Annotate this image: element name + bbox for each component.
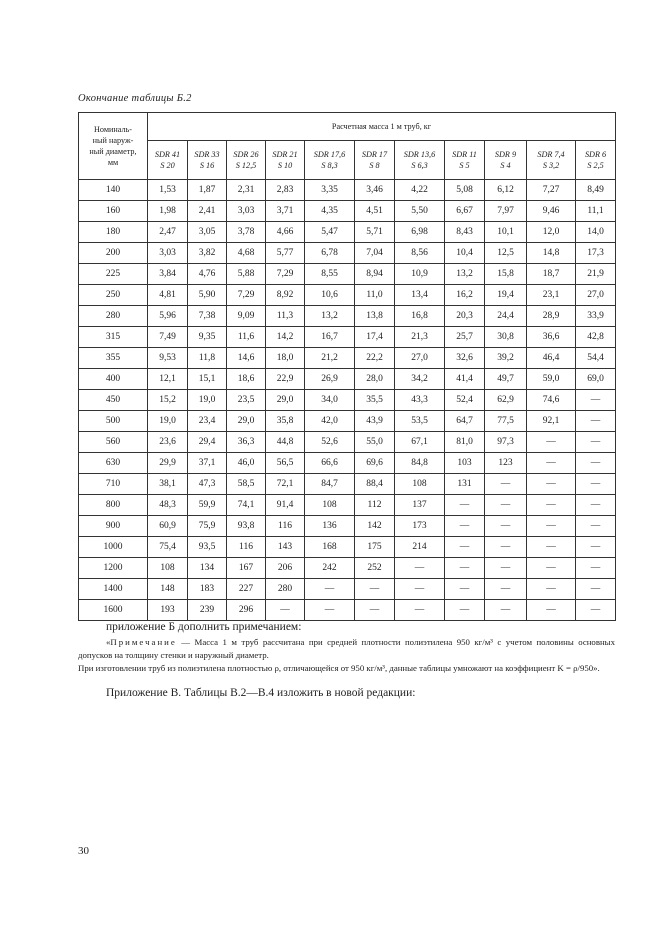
mass-cell: — bbox=[527, 558, 576, 579]
mass-cell: 55,0 bbox=[355, 432, 395, 453]
mass-cell: 92,1 bbox=[527, 411, 576, 432]
diameter-cell: 800 bbox=[79, 495, 148, 516]
table-row bbox=[79, 222, 616, 243]
diameter-cell: 1400 bbox=[79, 579, 148, 600]
mass-cell: 23,5 bbox=[227, 390, 266, 411]
table-row bbox=[79, 201, 616, 222]
mass-cell: 2,83 bbox=[266, 180, 305, 201]
mass-cell: 41,4 bbox=[445, 369, 485, 390]
mass-cell: 53,5 bbox=[395, 411, 445, 432]
mass-cell: 59,9 bbox=[188, 495, 227, 516]
table-row bbox=[79, 537, 616, 558]
mass-cell: — bbox=[355, 579, 395, 600]
mass-cell: 1,98 bbox=[148, 201, 188, 222]
mass-cell: — bbox=[395, 558, 445, 579]
mass-cell: 2,41 bbox=[188, 201, 227, 222]
mass-table bbox=[78, 112, 616, 621]
mass-cell: 137 bbox=[395, 495, 445, 516]
mass-cell: — bbox=[527, 579, 576, 600]
mass-cell: 2,47 bbox=[148, 222, 188, 243]
mass-cell: 11,0 bbox=[355, 285, 395, 306]
mass-cell: 108 bbox=[395, 474, 445, 495]
mass-cell: 103 bbox=[445, 453, 485, 474]
mass-cell: 5,08 bbox=[445, 180, 485, 201]
mass-cell: 5,47 bbox=[305, 222, 355, 243]
mass-cell: — bbox=[445, 579, 485, 600]
mass-cell: 5,50 bbox=[395, 201, 445, 222]
annex-instruction: Приложение В. Таблицы В.2—В.4 изложить в новой редакции: bbox=[106, 687, 416, 699]
mass-cell: 72,1 bbox=[266, 474, 305, 495]
mass-cell: 93,8 bbox=[227, 516, 266, 537]
sdr-column-header: SDR 9 S 4 bbox=[485, 141, 527, 180]
mass-cell: 13,8 bbox=[355, 306, 395, 327]
mass-cell: 69,0 bbox=[576, 369, 616, 390]
table-row bbox=[79, 180, 616, 201]
table-row bbox=[79, 432, 616, 453]
mass-cell: — bbox=[527, 453, 576, 474]
mass-cell: — bbox=[485, 537, 527, 558]
table-row bbox=[79, 306, 616, 327]
mass-cell: 13,2 bbox=[445, 264, 485, 285]
mass-cell: 7,27 bbox=[527, 180, 576, 201]
table-row bbox=[79, 327, 616, 348]
mass-cell: 7,29 bbox=[266, 264, 305, 285]
mass-cell: 23,4 bbox=[188, 411, 227, 432]
mass-cell: 17,4 bbox=[355, 327, 395, 348]
mass-cell: 7,04 bbox=[355, 243, 395, 264]
mass-cell: 143 bbox=[266, 537, 305, 558]
mass-cell: 3,03 bbox=[227, 201, 266, 222]
mass-cell: 11,6 bbox=[227, 327, 266, 348]
mass-cell: — bbox=[266, 600, 305, 621]
mass-cell: 6,67 bbox=[445, 201, 485, 222]
mass-cell: — bbox=[395, 579, 445, 600]
diameter-cell: 710 bbox=[79, 474, 148, 495]
diameter-cell: 500 bbox=[79, 411, 148, 432]
diameter-cell: 900 bbox=[79, 516, 148, 537]
diameter-cell: 180 bbox=[79, 222, 148, 243]
table-row bbox=[79, 453, 616, 474]
mass-cell: 14,2 bbox=[266, 327, 305, 348]
mass-cell: 108 bbox=[148, 558, 188, 579]
mass-cell: 49,7 bbox=[485, 369, 527, 390]
sdr-column-header: SDR 26 S 12,5 bbox=[227, 141, 266, 180]
mass-cell: 123 bbox=[485, 453, 527, 474]
sdr-column-header: SDR 11 S 5 bbox=[445, 141, 485, 180]
mass-cell: — bbox=[576, 474, 616, 495]
notice-heading: приложение Б дополнить примечанием: bbox=[106, 621, 302, 633]
mass-cell: 29,0 bbox=[227, 411, 266, 432]
mass-cell: 7,29 bbox=[227, 285, 266, 306]
table-row bbox=[79, 600, 616, 621]
mass-cell: 14,0 bbox=[576, 222, 616, 243]
table-row bbox=[79, 369, 616, 390]
mass-cell: 11,8 bbox=[188, 348, 227, 369]
mass-cell: 296 bbox=[227, 600, 266, 621]
mass-cell: 4,51 bbox=[355, 201, 395, 222]
mass-cell: 1,87 bbox=[188, 180, 227, 201]
mass-cell: 193 bbox=[148, 600, 188, 621]
mass-cell: — bbox=[527, 495, 576, 516]
mass-cell: 42,8 bbox=[576, 327, 616, 348]
mass-cell: 67,1 bbox=[395, 432, 445, 453]
diameter-cell: 160 bbox=[79, 201, 148, 222]
mass-cell: 48,3 bbox=[148, 495, 188, 516]
table-row bbox=[79, 495, 616, 516]
mass-cell: 56,5 bbox=[266, 453, 305, 474]
table-row bbox=[79, 390, 616, 411]
mass-cell: 242 bbox=[305, 558, 355, 579]
table-row bbox=[79, 243, 616, 264]
mass-cell: 43,3 bbox=[395, 390, 445, 411]
mass-cell: 36,3 bbox=[227, 432, 266, 453]
mass-cell: 18,6 bbox=[227, 369, 266, 390]
mass-cell: 36,6 bbox=[527, 327, 576, 348]
mass-cell: 8,94 bbox=[355, 264, 395, 285]
mass-cell: 142 bbox=[355, 516, 395, 537]
mass-cell: 38,1 bbox=[148, 474, 188, 495]
mass-cell: 4,76 bbox=[188, 264, 227, 285]
mass-cell: 23,6 bbox=[148, 432, 188, 453]
mass-cell: 3,84 bbox=[148, 264, 188, 285]
mass-cell: 13,4 bbox=[395, 285, 445, 306]
sdr-header-row bbox=[79, 141, 616, 180]
mass-cell: 32,6 bbox=[445, 348, 485, 369]
mass-cell: 75,4 bbox=[148, 537, 188, 558]
diameter-cell: 1200 bbox=[79, 558, 148, 579]
mass-cell: — bbox=[305, 600, 355, 621]
mass-cell: — bbox=[527, 432, 576, 453]
sdr-column-header: SDR 33 S 16 bbox=[188, 141, 227, 180]
mass-cell: 10,4 bbox=[445, 243, 485, 264]
mass-cell: 3,71 bbox=[266, 201, 305, 222]
mass-cell: 52,6 bbox=[305, 432, 355, 453]
mass-cell: 84,8 bbox=[395, 453, 445, 474]
mass-cell: 20,3 bbox=[445, 306, 485, 327]
mass-cell: 136 bbox=[305, 516, 355, 537]
mass-cell: 183 bbox=[188, 579, 227, 600]
mass-cell: 7,97 bbox=[485, 201, 527, 222]
mass-cell: — bbox=[527, 537, 576, 558]
diameter-cell: 560 bbox=[79, 432, 148, 453]
mass-cell: 14,6 bbox=[227, 348, 266, 369]
mass-cell: 12,1 bbox=[148, 369, 188, 390]
mass-cell: 64,7 bbox=[445, 411, 485, 432]
mass-cell: 19,4 bbox=[485, 285, 527, 306]
mass-cell: 84,7 bbox=[305, 474, 355, 495]
diameter-cell: 315 bbox=[79, 327, 148, 348]
mass-cell: 14,8 bbox=[527, 243, 576, 264]
mass-cell: 5,71 bbox=[355, 222, 395, 243]
diameter-cell: 225 bbox=[79, 264, 148, 285]
mass-cell: 23,1 bbox=[527, 285, 576, 306]
mass-cell: 8,55 bbox=[305, 264, 355, 285]
mass-cell: — bbox=[576, 600, 616, 621]
mass-cell: 44,8 bbox=[266, 432, 305, 453]
mass-cell: 7,38 bbox=[188, 306, 227, 327]
mass-cell: — bbox=[576, 432, 616, 453]
mass-cell: 15,2 bbox=[148, 390, 188, 411]
mass-cell: 280 bbox=[266, 579, 305, 600]
mass-cell: 3,35 bbox=[305, 180, 355, 201]
mass-cell: 35,5 bbox=[355, 390, 395, 411]
table-row bbox=[79, 558, 616, 579]
mass-cell: — bbox=[576, 558, 616, 579]
diameter-cell: 250 bbox=[79, 285, 148, 306]
mass-cell: 8,92 bbox=[266, 285, 305, 306]
mass-cell: — bbox=[576, 390, 616, 411]
mass-cell: 34,2 bbox=[395, 369, 445, 390]
mass-cell: 29,0 bbox=[266, 390, 305, 411]
mass-cell: 24,4 bbox=[485, 306, 527, 327]
mass-cell: 58,5 bbox=[227, 474, 266, 495]
page-number: 30 bbox=[78, 845, 89, 857]
mass-cell: 33,9 bbox=[576, 306, 616, 327]
mass-cell: 60,9 bbox=[148, 516, 188, 537]
nominal-diameter-header: Номиналь- ный наруж- ный диаметр, мм bbox=[79, 113, 148, 180]
mass-cell: 21,3 bbox=[395, 327, 445, 348]
mass-cell: 10,6 bbox=[305, 285, 355, 306]
table-body bbox=[79, 180, 616, 621]
mass-cell: 46,0 bbox=[227, 453, 266, 474]
mass-cell: 112 bbox=[355, 495, 395, 516]
mass-cell: 1,53 bbox=[148, 180, 188, 201]
mass-cell: 19,0 bbox=[188, 390, 227, 411]
mass-cell: 5,77 bbox=[266, 243, 305, 264]
diameter-cell: 355 bbox=[79, 348, 148, 369]
mass-cell: 108 bbox=[305, 495, 355, 516]
mass-cell: — bbox=[445, 537, 485, 558]
diameter-cell: 1000 bbox=[79, 537, 148, 558]
mass-cell: 4,22 bbox=[395, 180, 445, 201]
mass-cell: 16,8 bbox=[395, 306, 445, 327]
mass-cell: 3,46 bbox=[355, 180, 395, 201]
mass-cell: 59,0 bbox=[527, 369, 576, 390]
mass-cell: 6,12 bbox=[485, 180, 527, 201]
mass-cell: 2,31 bbox=[227, 180, 266, 201]
mass-cell: — bbox=[576, 495, 616, 516]
mass-cell: 175 bbox=[355, 537, 395, 558]
mass-cell: — bbox=[527, 600, 576, 621]
mass-cell: 28,0 bbox=[355, 369, 395, 390]
sdr-column-header: SDR 41 S 20 bbox=[148, 141, 188, 180]
mass-cell: 21,9 bbox=[576, 264, 616, 285]
mass-cell: 37,1 bbox=[188, 453, 227, 474]
mass-cell: 9,46 bbox=[527, 201, 576, 222]
mass-cell: 13,2 bbox=[305, 306, 355, 327]
diameter-cell: 200 bbox=[79, 243, 148, 264]
mass-cell: 4,66 bbox=[266, 222, 305, 243]
mass-cell: 74,1 bbox=[227, 495, 266, 516]
mass-cell: 27,0 bbox=[395, 348, 445, 369]
mass-cell: 62,9 bbox=[485, 390, 527, 411]
mass-cell: — bbox=[445, 600, 485, 621]
mass-cell: — bbox=[485, 495, 527, 516]
mass-cell: 3,03 bbox=[148, 243, 188, 264]
mass-cell: 54,4 bbox=[576, 348, 616, 369]
mass-cell: 4,35 bbox=[305, 201, 355, 222]
mass-cell: 11,1 bbox=[576, 201, 616, 222]
mass-cell: 8,49 bbox=[576, 180, 616, 201]
mass-cell: 9,53 bbox=[148, 348, 188, 369]
mass-cell: 206 bbox=[266, 558, 305, 579]
mass-cell: 29,9 bbox=[148, 453, 188, 474]
table-row bbox=[79, 348, 616, 369]
mass-cell: 227 bbox=[227, 579, 266, 600]
mass-cell: 19,0 bbox=[148, 411, 188, 432]
mass-cell: 11,3 bbox=[266, 306, 305, 327]
mass-cell: 46,4 bbox=[527, 348, 576, 369]
mass-cell: — bbox=[576, 411, 616, 432]
mass-cell: 69,6 bbox=[355, 453, 395, 474]
mass-cell: 25,7 bbox=[445, 327, 485, 348]
mass-cell: 18,7 bbox=[527, 264, 576, 285]
mass-cell: 16,7 bbox=[305, 327, 355, 348]
mass-cell: 39,2 bbox=[485, 348, 527, 369]
mass-cell: 12,0 bbox=[527, 222, 576, 243]
table-row bbox=[79, 516, 616, 537]
mass-cell: — bbox=[485, 558, 527, 579]
mass-cell: — bbox=[445, 558, 485, 579]
mass-cell: 9,35 bbox=[188, 327, 227, 348]
mass-cell: 148 bbox=[148, 579, 188, 600]
sdr-column-header: SDR 7,4 S 3,2 bbox=[527, 141, 576, 180]
diameter-cell: 400 bbox=[79, 369, 148, 390]
mass-cell: 134 bbox=[188, 558, 227, 579]
table-row bbox=[79, 264, 616, 285]
mass-cell: 77,5 bbox=[485, 411, 527, 432]
mass-cell: 8,56 bbox=[395, 243, 445, 264]
mass-cell: 22,9 bbox=[266, 369, 305, 390]
mass-cell: 252 bbox=[355, 558, 395, 579]
mass-cell: — bbox=[445, 516, 485, 537]
mass-cell: 81,0 bbox=[445, 432, 485, 453]
mass-cell: — bbox=[485, 516, 527, 537]
sdr-column-header: SDR 17 S 8 bbox=[355, 141, 395, 180]
mass-cell: — bbox=[485, 474, 527, 495]
mass-cell: 5,96 bbox=[148, 306, 188, 327]
mass-cell: 43,9 bbox=[355, 411, 395, 432]
table-row bbox=[79, 579, 616, 600]
mass-cell: 239 bbox=[188, 600, 227, 621]
mass-cell: 116 bbox=[266, 516, 305, 537]
mass-cell: — bbox=[485, 600, 527, 621]
diameter-cell: 450 bbox=[79, 390, 148, 411]
mass-cell: — bbox=[576, 516, 616, 537]
table-row bbox=[79, 474, 616, 495]
mass-cell: 4,68 bbox=[227, 243, 266, 264]
mass-cell: 4,81 bbox=[148, 285, 188, 306]
mass-cell: 214 bbox=[395, 537, 445, 558]
mass-cell: 167 bbox=[227, 558, 266, 579]
mass-cell: — bbox=[576, 537, 616, 558]
mass-cell: 30,8 bbox=[485, 327, 527, 348]
mass-cell: 8,43 bbox=[445, 222, 485, 243]
mass-cell: 5,90 bbox=[188, 285, 227, 306]
mass-cell: 52,4 bbox=[445, 390, 485, 411]
mass-cell: 173 bbox=[395, 516, 445, 537]
mass-cell: 29,4 bbox=[188, 432, 227, 453]
sdr-column-header: SDR 17,6 S 8,3 bbox=[305, 141, 355, 180]
mass-cell: 22,2 bbox=[355, 348, 395, 369]
mass-cell: — bbox=[527, 516, 576, 537]
mass-cell: — bbox=[305, 579, 355, 600]
mass-cell: 10,1 bbox=[485, 222, 527, 243]
note-paragraph: «Примечание — Масса 1 м труб рассчитана при средней плотности полиэтилена 950 кг/м³ с учетом половины основных допусков на толщину стенки и наружный диаметр. При изготовлении труб из полиэтилена плотностью ρ, отличающейся от 950 кг/м³, данные таблицы умножают на коэффициент K = ρ/950». bbox=[78, 637, 615, 674]
table-caption: Окончание таблицы Б.2 bbox=[78, 93, 192, 104]
mass-cell: 6,98 bbox=[395, 222, 445, 243]
mass-cell: 168 bbox=[305, 537, 355, 558]
mass-cell: — bbox=[485, 579, 527, 600]
mass-cell: 17,3 bbox=[576, 243, 616, 264]
diameter-cell: 140 bbox=[79, 180, 148, 201]
diameter-cell: 1600 bbox=[79, 600, 148, 621]
mass-cell: — bbox=[445, 495, 485, 516]
mass-cell: 7,49 bbox=[148, 327, 188, 348]
mass-cell: 15,1 bbox=[188, 369, 227, 390]
mass-cell: 9,09 bbox=[227, 306, 266, 327]
mass-cell: 35,8 bbox=[266, 411, 305, 432]
mass-cell: 28,9 bbox=[527, 306, 576, 327]
table-row bbox=[79, 285, 616, 306]
diameter-cell: 280 bbox=[79, 306, 148, 327]
mass-cell: 116 bbox=[227, 537, 266, 558]
mass-cell: 12,5 bbox=[485, 243, 527, 264]
mass-cell: 16,2 bbox=[445, 285, 485, 306]
mass-cell: 27,0 bbox=[576, 285, 616, 306]
mass-cell: 97,3 bbox=[485, 432, 527, 453]
mass-cell: 3,82 bbox=[188, 243, 227, 264]
mass-cell: — bbox=[527, 474, 576, 495]
mass-cell: 15,8 bbox=[485, 264, 527, 285]
mass-cell: 5,88 bbox=[227, 264, 266, 285]
mass-cell: 131 bbox=[445, 474, 485, 495]
mass-cell: 26,9 bbox=[305, 369, 355, 390]
sdr-column-header: SDR 13,6 S 6,3 bbox=[395, 141, 445, 180]
note-label: Примечание bbox=[110, 637, 177, 647]
mass-cell: 21,2 bbox=[305, 348, 355, 369]
diameter-cell: 630 bbox=[79, 453, 148, 474]
mass-cell: 74,6 bbox=[527, 390, 576, 411]
mass-cell: 66,6 bbox=[305, 453, 355, 474]
mass-cell: 18,0 bbox=[266, 348, 305, 369]
mass-cell: 91,4 bbox=[266, 495, 305, 516]
mass-cell: 3,78 bbox=[227, 222, 266, 243]
mass-cell: 93,5 bbox=[188, 537, 227, 558]
mass-cell: 47,3 bbox=[188, 474, 227, 495]
mass-cell: 3,05 bbox=[188, 222, 227, 243]
mass-cell: 34,0 bbox=[305, 390, 355, 411]
sdr-column-header: SDR 6 S 2,5 bbox=[576, 141, 616, 180]
mass-cell: 6,78 bbox=[305, 243, 355, 264]
mass-cell: 10,9 bbox=[395, 264, 445, 285]
table-row bbox=[79, 411, 616, 432]
mass-cell: — bbox=[576, 453, 616, 474]
mass-cell: — bbox=[395, 600, 445, 621]
mass-cell: 75,9 bbox=[188, 516, 227, 537]
group-header: Расчетная масса 1 м труб, кг bbox=[148, 113, 616, 141]
sdr-column-header: SDR 21 S 10 bbox=[266, 141, 305, 180]
mass-cell: — bbox=[576, 579, 616, 600]
mass-cell: 42,0 bbox=[305, 411, 355, 432]
mass-cell: 88,4 bbox=[355, 474, 395, 495]
mass-cell: — bbox=[355, 600, 395, 621]
